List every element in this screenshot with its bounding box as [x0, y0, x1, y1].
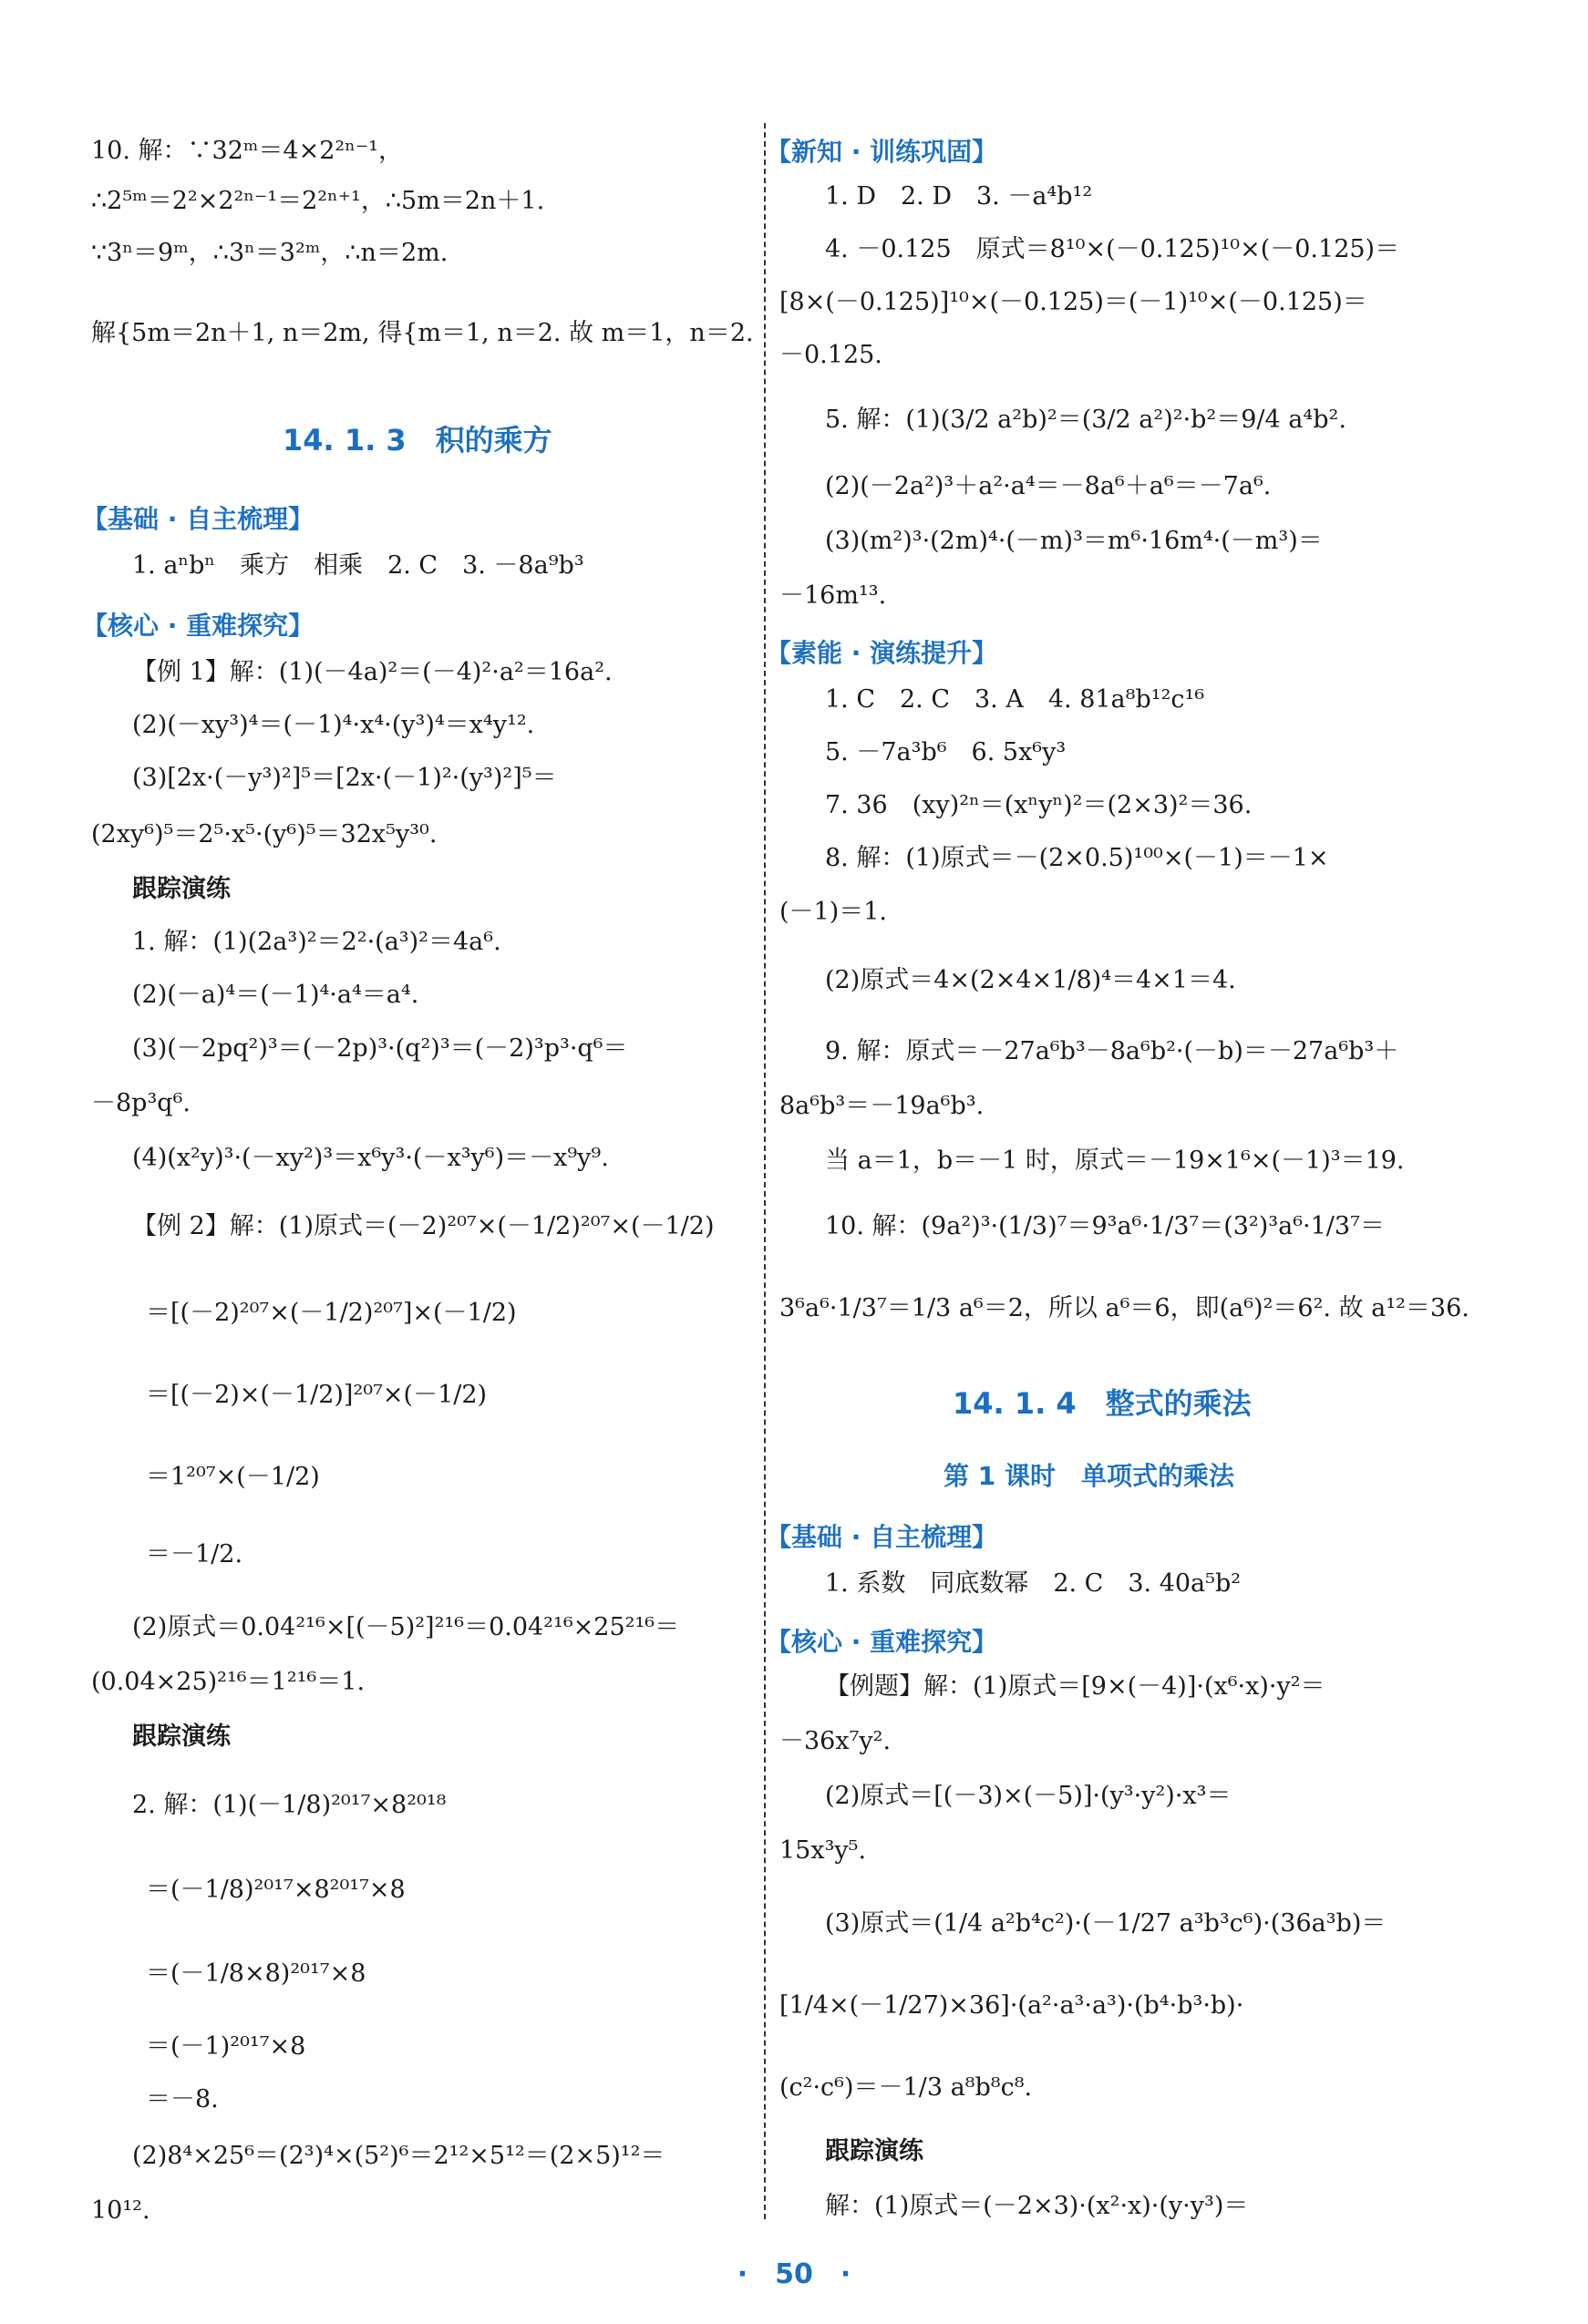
answer-line: ＝(－1)²⁰¹⁷×8 [146, 2032, 306, 2061]
answer-line: (3)(m²)³·(2m)⁴·(－m)³＝m⁶·16m⁴·(－m³)＝ [825, 527, 1323, 555]
answer-line: 4. －0.125 原式＝8¹⁰×(－0.125)¹⁰×(－0.125)＝ [825, 235, 1400, 263]
answer-line: (2)原式＝0.04²¹⁶×[(－5)²]²¹⁶＝0.04²¹⁶×25²¹⁶＝ [132, 1613, 680, 1641]
answer-line: 10. 解：∵32ᵐ＝4×2²ⁿ⁻¹， [91, 137, 403, 165]
answer-line: ＝－8. [146, 2085, 219, 2113]
answer-line: ∴2⁵ᵐ＝2²×2²ⁿ⁻¹＝2²ⁿ⁺¹，∴5m＝2n＋1. [91, 187, 545, 215]
answer-line: 1. 解：(1)(2a³)²＝2²·(a³)²＝4a⁶. [132, 928, 501, 956]
answer-line: (3)[2x·(－y³)²]⁵＝[2x·(－1)²·(y³)²]⁵＝ [132, 764, 557, 792]
answer-line: ＝[(－2)×(－1/2)]²⁰⁷×(－1/2) [146, 1381, 488, 1409]
answer-line: 2. 解：(1)(－1/8)²⁰¹⁷×8²⁰¹⁸ [132, 1791, 447, 1819]
answer-line: 5. 解：(1)(3/2 a²b)²＝(3/2 a²)²·b²＝9/4 a⁴b². [825, 406, 1346, 434]
answer-line: 1. D 2. D 3. －a⁴b¹² [825, 182, 1093, 211]
answer-line: 10. 解：(9a²)³·(1/3)⁷＝9³a⁶·1/3⁷＝(3²)³a⁶·1/3⁷＝ [825, 1212, 1385, 1240]
answer-line: (2)8⁴×25⁶＝(2³)⁴×(5²)⁶＝2¹²×5¹²＝(2×5)¹²＝ [132, 2142, 665, 2170]
answer-line: 7. 36 (xy)²ⁿ＝(xⁿyⁿ)²＝(2×3)²＝36. [825, 791, 1253, 819]
section-title: 14. 1. 3 积的乘方 [283, 423, 552, 458]
answer-line: ∵3ⁿ＝9ᵐ，∴3ⁿ＝3²ᵐ，∴n＝2m. [91, 239, 449, 267]
answer-line: (3)原式＝(1/4 a²b⁴c²)·(－1/27 a³b³c⁶)·(36a³b)＝ [825, 1909, 1387, 1938]
answer-line: －16m¹³. [779, 581, 887, 610]
answer-line: －8p³q⁶. [91, 1089, 191, 1117]
answer-line: 9. 解：原式＝－27a⁶b³－8a⁶b²·(－b)＝－27a⁶b³＋ [825, 1037, 1399, 1065]
answer-line: (2)(－2a²)³＋a²·a⁴＝－8a⁶＋a⁶＝－7a⁶. [825, 472, 1272, 500]
answer-line: ＝[(－2)²⁰⁷×(－1/2)²⁰⁷]×(－1/2) [146, 1299, 517, 1327]
section-heading: 【素能 · 演练提升】 [766, 638, 998, 668]
answer-line: (2)(－xy³)⁴＝(－1)⁴·x⁴·(y³)⁴＝x⁴y¹². [132, 711, 535, 739]
section-heading: 【基础 · 自主梳理】 [766, 1522, 998, 1552]
answer-line: 【例题】解：(1)原式＝[9×(－4)]·(x⁶·x)·y²＝ [825, 1672, 1325, 1701]
section-heading: 【核心 · 重难探究】 [82, 611, 315, 641]
answer-line: 8a⁶b³＝－19a⁶b³. [779, 1092, 985, 1120]
answer-line: 解{5m＝2n＋1, n＝2m, 得{m＝1, n＝2. 故 m＝1，n＝2. [91, 319, 754, 347]
subheading: 跟踪演练 [825, 2137, 923, 2165]
answer-line: 【例 1】解：(1)(－4a)²＝(－4)²·a²＝16a². [132, 658, 613, 686]
answer-line: ＝－1/2. [146, 1540, 243, 1568]
answer-line: (2)(－a)⁴＝(－1)⁴·a⁴＝a⁴. [132, 981, 419, 1009]
answer-line: 8. 解：(1)原式＝－(2×0.5)¹⁰⁰×(－1)＝－1× [825, 844, 1329, 872]
answer-line: ＝1²⁰⁷×(－1/2) [146, 1463, 320, 1491]
answer-line: 15x³y⁵. [779, 1836, 867, 1865]
answer-line: (c²·c⁶)＝－1/3 a⁸b⁸c⁸. [779, 2073, 1033, 2102]
answer-line: [1/4×(－1/27)×36]·(a²·a³·a³)·(b⁴·b³·b)· [779, 1991, 1244, 2020]
section-heading: 【核心 · 重难探究】 [766, 1627, 998, 1657]
answer-line: (2xy⁶)⁵＝2⁵·x⁵·(y⁶)⁵＝32x⁵y³⁰. [91, 820, 438, 848]
section-heading: 【基础 · 自主梳理】 [82, 504, 315, 534]
answer-line: 【例 2】解：(1)原式＝(－2)²⁰⁷×(－1/2)²⁰⁷×(－1/2) [132, 1212, 715, 1240]
answer-line: (3)(－2pq²)³＝(－2p)³·(q²)³＝(－2)³p³·q⁶＝ [132, 1034, 628, 1063]
page-number: · 50 · [737, 2258, 851, 2290]
answer-line: (0.04×25)²¹⁶＝1²¹⁶＝1. [91, 1668, 366, 1696]
answer-line: ＝(－1/8×8)²⁰¹⁷×8 [146, 1959, 366, 1988]
answer-line: －36x⁷y². [779, 1727, 892, 1755]
answer-line: (4)(x²y)³·(－xy²)³＝x⁶y³·(－x³y⁶)＝－x⁹y⁹. [132, 1144, 609, 1172]
column-divider [764, 123, 766, 2219]
answer-line: 1. C 2. C 3. A 4. 81a⁸b¹²c¹⁶ [825, 685, 1205, 714]
section-title: 14. 1. 4 整式的乘法 [953, 1386, 1252, 1421]
answer-line: ＝(－1/8)²⁰¹⁷×8²⁰¹⁷×8 [146, 1876, 406, 1904]
answer-line: 3⁶a⁶·1/3⁷＝1/3 a⁶＝2，所以 a⁶＝6，即(a⁶)²＝6². 故 a¹²＝36. [779, 1294, 1469, 1322]
subheading: 跟踪演练 [132, 1722, 231, 1751]
answer-line: (2)原式＝4×(2×4×1/8)⁴＝4×1＝4. [825, 966, 1236, 994]
answer-line: 当 a＝1，b＝－1 时，原式＝－19×1⁶×(－1)³＝19. [825, 1147, 1405, 1175]
answer-line: －0.125. [779, 341, 882, 369]
answer-line: 10¹². [91, 2196, 150, 2225]
answer-line: (2)原式＝[(－3)×(－5)]·(y³·y²)·x³＝ [825, 1782, 1232, 1810]
subheading: 跟踪演练 [132, 875, 231, 903]
answer-line: (－1)＝1. [779, 898, 888, 926]
answer-line: 解：(1)原式＝(－2×3)·(x²·x)·(y·y³)＝ [825, 2192, 1249, 2220]
answer-line: 1. aⁿbⁿ 乘方 相乘 2. C 3. －8a⁹b³ [132, 551, 584, 580]
answer-line: 1. 系数 同底数幂 2. C 3. 40a⁵b² [825, 1569, 1242, 1598]
lesson-subtitle: 第 1 课时 单项式的乘法 [944, 1461, 1234, 1491]
section-heading: 【新知 · 训练巩固】 [766, 137, 998, 167]
answer-line: [8×(－0.125)]¹⁰×(－0.125)＝(－1)¹⁰×(－0.125)＝ [779, 288, 1367, 316]
answer-line: 5. －7a³b⁶ 6. 5x⁶y³ [825, 738, 1067, 766]
